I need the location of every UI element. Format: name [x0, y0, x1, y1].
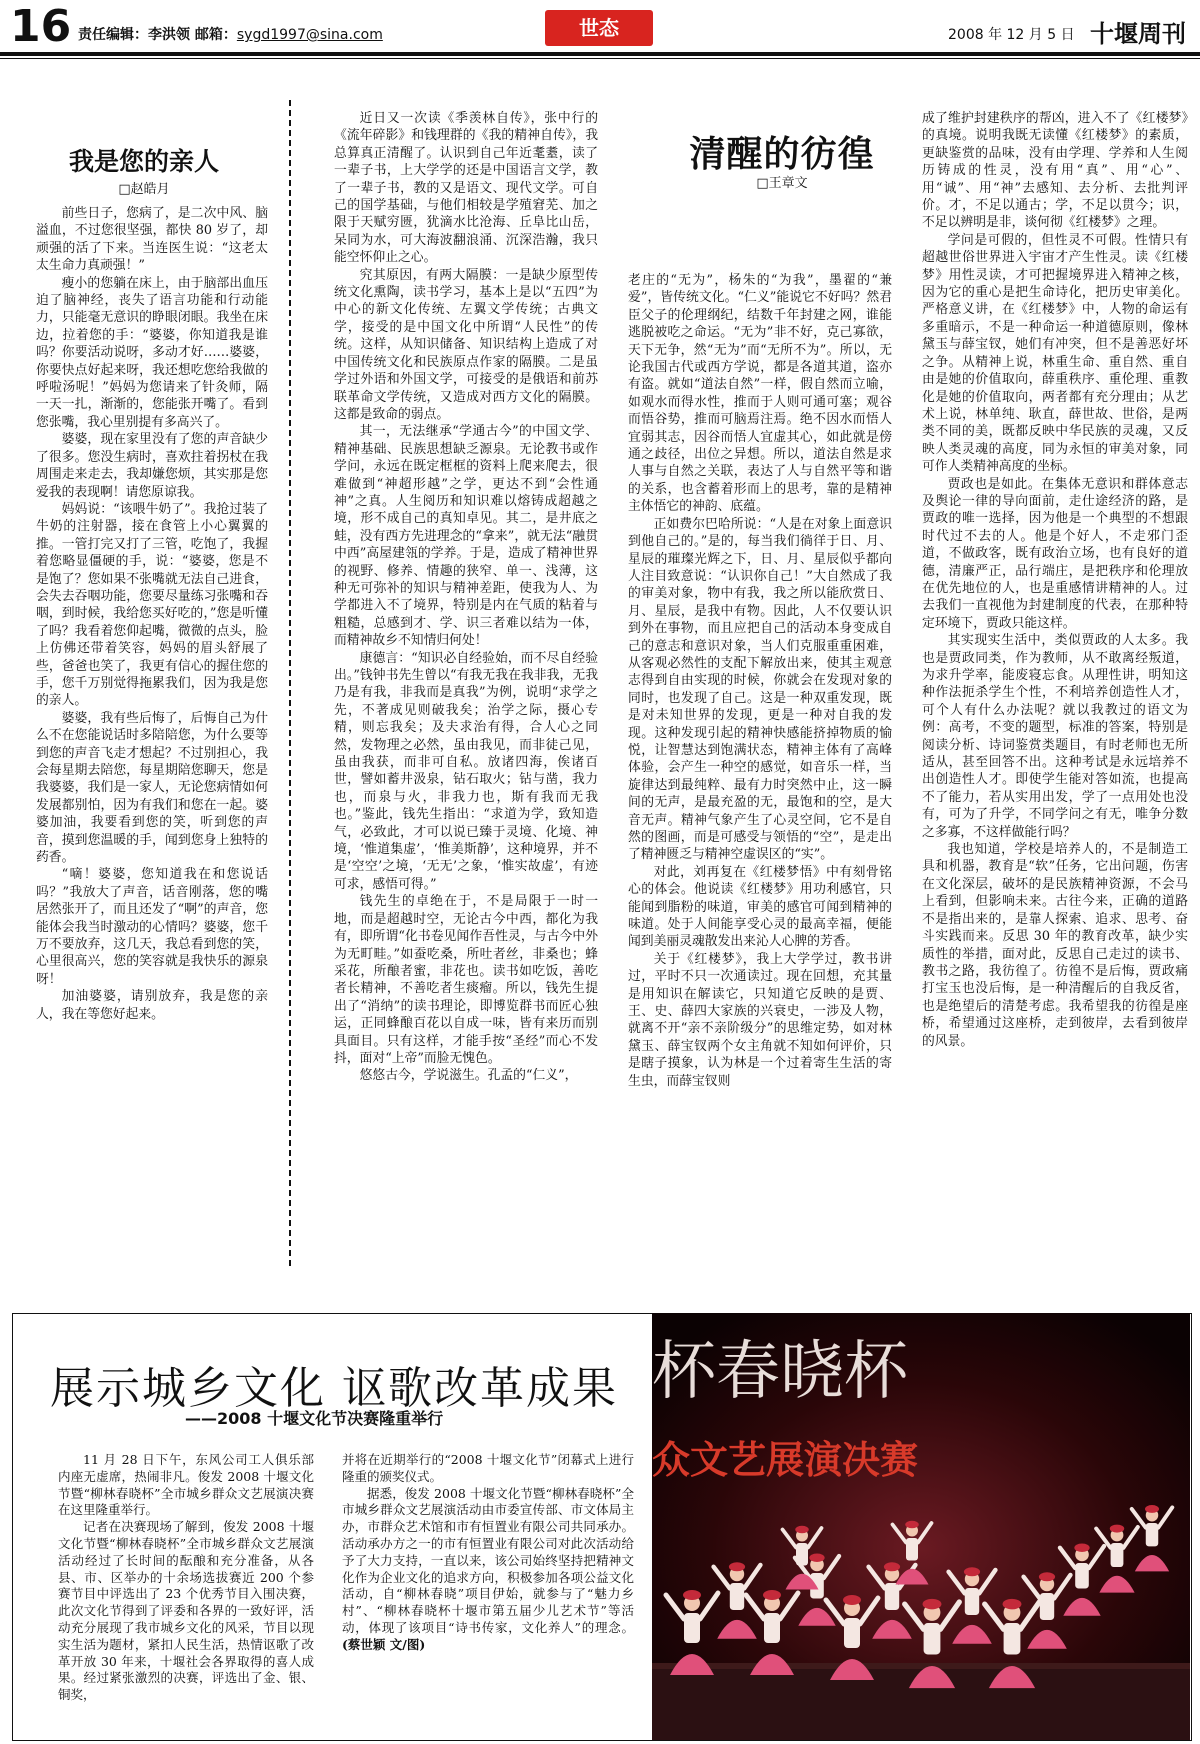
paragraph: 近日又一次读《季羡林自传》，张中行的《流年碎影》和钱理群的《我的精神自传》，我总算真正清醒了。认识到自己年近耄耋，读了一辈子书，上大学学的还是中国语言文学，教了一辈子书，教的又是语文、现代文学。可自己的国学基础，与他们相较是学殖窘芜、加之限于天赋穷匮，犹滴水比沧海、丘阜比山岳，呆同为水，可大海波翻浪涌、沉深浩瀚，我只能空怀仰止之心。 — [334, 111, 598, 266]
paragraph: 婆婆，现在家里没有了您的声音缺少了很多。您没生病时，喜欢拄着拐杖在我周围走来走去，我却嫌您烦，其实那是您爱我的表现啊！请您原谅我。 — [36, 432, 268, 500]
paragraph: “嘀！婆婆，您知道我在和您说话吗？”我放大了声音，话音刚落，您的嘴居然张开了，而且还发了“啊”的声音，您能体会我当时激动的心情吗？婆婆，您千万不要放弃，这几天，我总看到您的笑，心里很高兴，您的笑容就是我快乐的源泉呀！ — [36, 867, 268, 987]
paragraph: 对此，刘再复在《红楼梦悟》中有刻骨铭心的体会。他说读《红楼梦》用功利感官，只能闻到脂粉的味道，审美的感官可闻到精神的味道。处于人间能享受心灵的最高幸福，便能闻到美丽灵魂散发出来沁人心脾的芳香。 — [628, 864, 892, 950]
paragraph: 前些日子，您病了，是二次中风、脑溢血，不过您很坚强，都快 80 岁了，却顽强的活了下来。当连医生说：“这老太太生命力真顽强！” — [36, 206, 268, 274]
article-mid-body — [334, 110, 598, 1250]
paragraph: 其实现实生活中，类似贾政的人太多。我也是贾政同类，作为教师，从不敢离经叛道，为求升学率，能废寝忘食。从理性讲，明知这种作法扼杀学生个性，不利培养创造性人才，可个人有什么办法呢？就以我教过的语文为例：高考，不变的题型，标准的答案，特别是阅读分析、诗词鉴赏类题目，有时老师也无所适从，甚至回答不出。这种考试是永远培养不出创造性人才。即使学生能对答如流，也提高不了能力，若从实用出发，学了一点用处也没有，可为了升学，不同学问之有无，唯争分数之多寡，不这样做能行吗？ — [922, 633, 1188, 840]
paragraph: 成了维护封建秩序的帮凶，进入不了《红楼梦》的真境。说明我既无读懂《红楼梦》的素质，更缺鉴赏的品味，没有由学理、学养和人生阅历铸成的性灵，没有用“真”、用“心”、用“诚”、用“神”去感知、去分析、去批判评价。才，不足以通古；学，不足以贯今；识，不足以辨明是非，谈何彻《红楼梦》之理。 — [922, 111, 1188, 231]
article1-body — [36, 205, 268, 1235]
page-number: 16 — [10, 1, 72, 52]
paragraph: 贾政也是如此。在集体无意识和群体意志及舆论一律的导向面前，走仕途经济的路，是贾政的唯一选择，因为他是一个典型的不想跟时代过不去的人。他是个好人，不走邪门歪道，不做政客，既有政治立场，也有良好的道德，清廉严正，品行端庄，是把秩序和伦理放在优先地位的人，也是重感情讲精神的人。过去我们一直视他为封建制度的代表，在那种特定环境下，贾政只能这样。 — [922, 476, 1188, 631]
paragraph-text: 据悉，俊发 2008 十堰文化节暨“柳林春晓杯”全市城乡群众文艺展演活动由市委宣传部、市文体局主办，市群众艺术馆和市有恒置业有限公司共同承办。活动承办方之一的市有恒置业有限公司对此次活动给予了大力支持，一直以来，该公司始终坚持把精神文化作为企业文化的追求方向，积极参加各项公益文化活动，自“柳林春晓”项目伊始，就参与了“魅力乡村”、“柳林春晓杯十堰市第五届少儿艺术节”等活动，体现了该项目“诗书传家，文化养人”的理念。 — [342, 1485, 634, 1635]
paragraph: 11 月 28 日下午，东风公司工人俱乐部内座无虚席，热闹非凡。俊发 2008 十堰文化节暨“柳林春晓杯”全市城乡群众文艺展演决赛在这里隆重举行。 — [58, 1452, 314, 1518]
news-body-right — [342, 1452, 634, 1732]
article2-body-left — [628, 272, 892, 1250]
article2-body-right — [922, 110, 1188, 1210]
news-title: 展示城乡文化 讴歌改革成果 — [50, 1363, 618, 1414]
section-tag: 世态 — [545, 10, 653, 46]
paragraph: 记者在决赛现场了解到，俊发 2008 十堰文化节暨“柳林春晓杯”全市城乡群众文艺展演活动经过了长时间的酝酿和充分准备，从各县、市、区举办的十余场选拔赛近 200 个参赛节目中评选出了 23 个优秀节目入围决赛，此次文化节得到了评委和各界的一致好评，活动充分展现了我市城乡文化的风采，节目以现实生活为题材，紧扣人民生活，热情讴歌了改革开放 30 年来，十堰社会各界取得的喜人成果。经过紧张激烈的决赛，评选出了金、银、铜奖， — [58, 1519, 314, 1703]
news-body-left — [58, 1452, 314, 1732]
editor-email-link[interactable]: sygd1997@sina.com — [236, 27, 383, 43]
editor-info — [78, 24, 383, 44]
paragraph: 康德言：“知识必自经验始，而不尽自经验出。”钱钟书先生曾以“有我无我在我非我，无我乃是有我，非我而是真我”为例，说明“求学之先，不著成见则破我矣；治学之际，摄心专精，则忘我矣；及夫求治有得，合人心之同然，发物理之必然，虽由我见，而非徒己见，虽由我获，而非可自私。放诸四海，俟诸百世，譬如蓄井汲泉，钻石取火；钻与凿，我力也，而泉与火，非我力也，斯有我而无我也。”鉴此，钱先生指出：“求道为学，致知造气，必致此，才可以说已臻于灵境、化境、神境，‘惟道集虚’，‘惟美斯静’，这种境界，并不是‘空空’之境，‘无无’之象，‘惟实故虚’，有迹可求，感悟可得。” — [334, 650, 598, 892]
column-divider — [289, 100, 291, 1266]
paragraph: 关于《红楼梦》，我上大学学过，教书讲过，平时不只一次通读过。现在回想，充其量是用知识在解读它，只知道它反映的是贾、王、史、薛四大家族的兴衰史，一涉及人物，就离不开“亲不亲阶级分”的思维定势，如对林黛玉、薛宝钗两个女主角就不知如何评价，只是瞎子摸象，认为林是一个过着寄生生活的寄生虫，而薛宝钗则 — [628, 951, 892, 1089]
paragraph: 我也知道，学校是培养人的，不是制造工具和机器，教育是“软”任务，它出问题，伤害在文化深层，破坏的是民族精神资源，不会马上看到，但影响未来。古往今来，正确的道路不是指出来的，是靠人探索、追求、思考、奋斗实践而来。反思 30 年的教育改革，缺少实质性的举措，面对此，反思自己走过的读书、教书之路，我彷徨了。彷徨不是后悔，贾政痛打宝玉也没后悔，是一种清醒后的自我反省，也是绝望后的清楚考虑。我希望我的彷徨是座桥，希望通过这座桥，走到彼岸，去看到彼岸的风景。 — [922, 842, 1188, 1049]
paragraph: 正如费尔巴哈所说：“人是在对象上面意识到他自己的。”是的，每当我们徜徉于日、月、星辰的璀璨光辉之下，日、月、星辰似乎都向人注目致意说：“认识你自己！”大自然成了我的审美对象，物中有我，我之所以能欣赏日、月、星辰，是我中有物。因此，人不仅要认识到外在事物，而且应把自己的活动本身变成自己的意志和意识对象，当人们克服重重困难，从客观必然性的支配下解放出来，使其主观意志得到自由实现的时候，你就会在发现对象的同时，也发现了自己。这是一种双重发现，既是对未知世界的发现，更是一种对自我的发现。这种发现引起的精神快感能挤掉物质的愉悦，让智慧达到饱满状态，精神主体有了高峰体验，会产生一种空的感觉，如音乐一样，当旋律达到最纯粹、最有力时突然中止，这一瞬间的无声，是最充盈的无，最饱和的空，是大音无声。精神气象产生了心灵空间，它不是自然的图画，而是可感受与领悟的“空”，是走出了精神匮乏与精神空虚误区的“实”。 — [628, 516, 892, 863]
article1-byline: □赵皓月 — [118, 182, 170, 197]
performance-photo — [652, 1313, 1190, 1740]
paragraph: 学问是可假的，但性灵不可假。性情只有超越世俗世界进入宇宙才产生性灵。读《红楼梦》用性灵读，才可把握境界进入精神之核，因为它的重心是把生命诗化，把历史审美化。严格意义讲，在《红楼梦》中，人物的命运有多重暗示，不是一种命运一种道德原则，像林黛玉与薛宝钗，她们有冲突，但不是善恶好坏之争。从精神上说，林重生命、重自然、重自由是她的价值取向，薛重秩序、重伦理、重教化是她的价值取向，两者都有充分理由；从艺术上说，林单纯、耿直，薛世故、世俗，是两类不同的美，既都反映中华民族的灵魂，又反映人类灵魂的高度，同为永恒的审美对象，同可作人类精神高度的坐标。 — [922, 232, 1188, 475]
paragraph: 婆婆，我有些后悔了，后悔自己为什么不在您能说话时多陪陪您，为什么要等到您的声音飞走才想起？不过别担心，我会每星期去陪您，每星期陪您聊天，您是我婆婆，我们是一家人，无论您病情如何发展都别怕，因为有我们和您在一起。婆婆加油，我要看到您的笑，听到您的声音，摸到您温暖的手，闻到您身上独特的药香。 — [36, 710, 268, 866]
paragraph: 老庄的“无为”，杨朱的“为我”，墨翟的“兼爱”，皆传统文化。“仁义”能说它不好吗？然君臣父子的伦理纲纪，结数千年封建之网，谁能逃脱被吃之命运。“无为”非不好，克己寡欲，天下无争，然“无为”而“无所不为”。所以，无论我国古代或西方学说，都是各道其道，盗亦有盗。就如“道法自然”一样，假自然而立喻，如观水而得水性，推而于人则可通可塞；观谷而悟谷势，推而可脑焉注焉。绝不因水而悟人宜弱其志，因谷而悟人宜虚其心，如此就是傍通之歧径，出位之异想。所以，道法自然是求人事与自然之关联，表达了人与自然平等和谐的关系，也含蓄着形而上的思考，靠的是精神主体悟它的神韵、底蕴。 — [628, 273, 892, 515]
header-rule — [0, 52, 1200, 56]
paragraph: 并将在近期举行的“2008 十堰文化节”闭幕式上进行隆重的颁奖仪式。 — [342, 1452, 634, 1484]
news-subtitle: ——2008 十堰文化节决赛隆重举行 — [185, 1409, 444, 1428]
paragraph — [342, 1486, 634, 1654]
paragraph: 加油婆婆，请别放弃，我是您的亲人，我在等您好起来。 — [36, 989, 268, 1022]
article2-byline: □王章文 — [756, 176, 808, 191]
paragraph: 瘦小的您躺在床上，由于脑部出血压迫了脑神经，丧失了语言功能和行动能力，只能毫无意识的睁眼闭眼。我坐在床边，拉着您的手：“婆婆，你知道我是谁吗？你要活动说呀，多动才好……婆婆，你要快点好起来呀，我还想吃您给我做的呼啦汤呢！”妈妈为您请来了针灸师，隔一天一扎，渐渐的，您能张开嘴了。看到您张嘴，我心里别提有多高兴了。 — [36, 275, 268, 430]
header-rule-thin — [0, 58, 1200, 59]
paragraph: 究其原因，有两大隔膜：一是缺少原型传统文化熏陶，读书学习，基本上是以“五四”为中心的新文化传统、左翼文学传统；古典文学，接受的是中国文化中所谓“人民性”的传统。这样，从知识储备、知识结构上造成了对中国传统文化和民族原点作家的隔膜。二是虽学过外语和外国文学，可接受的是俄语和前苏联革命文学传统，又造成对西方文化的隔膜。这都是致命的弱点。 — [334, 267, 598, 422]
page-header — [0, 0, 1200, 58]
issue-date: 2008 年 12 月 5 日 — [948, 27, 1075, 43]
article2-title: 清醒的彷徨 — [689, 133, 875, 175]
banner-text-top: 杯春晓杯 — [652, 1335, 908, 1409]
news-author: (蔡世颖 文/图) — [342, 1636, 426, 1652]
editor-label: 责任编辑：李洪领 邮箱： — [78, 27, 237, 43]
paper-name: 十堰周刊 — [1090, 19, 1186, 48]
paragraph: 其一，无法继承“学通古今”的中国文学、精神基础、民族思想缺乏源泉。无论教书或作学问，永远在既定框框的资料上爬来爬去，很难做到“神超形越”之学，更达不到“会性通神”之真。人生阅历和知识难以熔铸成超越之境，形不成自己的真知卓见。其二，是井底之蛙，没有西方先进理念的“拿来”，就无法“融贯中西”高屋建瓴的学养。于是，造成了精神世界的视野、修养、情趣的狭窄、单一、浅薄，这种无可弥补的知识与精神差距，使我为人、为学都进入不了境界，特别是内在气质的粘着与粗糙，总感到才、学、识三者难以结为一体，而精神故乡不知情归何处！ — [334, 424, 598, 649]
article1-title: 我是您的亲人 — [68, 147, 219, 176]
paragraph: 钱先生的卓绝在于，不是局限于一时一地，而是超越时空，无论古今中西，都化为我有，即所谓“化书卷见闻作吾性灵，与古今中外为无町畦。”如蚕吃桑，所吐者丝，非桑也；蜂采花，所酿者蜜，非花也。读书如吃饭，善吃者长精神，不善吃者生痰瘤。所以，钱先生提出了“消纳”的读书理论，即博览群书而匠心独运，正同蜂酿百花以自成一味，皆有来历而别具面目。只有这样，才能手按“圣经”而心不发抖，面对“上帝”而脸无愧色。 — [334, 894, 598, 1066]
paragraph: 悠悠古今，学说滋生。孔孟的“仁义”， — [359, 1068, 578, 1084]
paragraph: 妈妈说：“该喂牛奶了”。我抢过装了牛奶的注射器，接在食管上小心翼翼的推。一管打完又打了三管，吃饱了，我握着您略显僵硬的手，说：“婆婆，您是不是饱了？您如果不张嘴就无法自己进食，会失去吞咽功能，您要尽量练习张嘴和吞咽，到时候，我给您买好吃的，”您是听懂了吗？我看着您仰起嘴，微微的点头，脸上仿佛还带着笑容，妈妈的眉头舒展了些，爸爸也笑了，我更有信心的握住您的手，您千万别觉得拖累我们，因为我是您的亲人。 — [36, 501, 268, 709]
banner-text-mid: 众文艺展演决赛 — [652, 1438, 919, 1482]
